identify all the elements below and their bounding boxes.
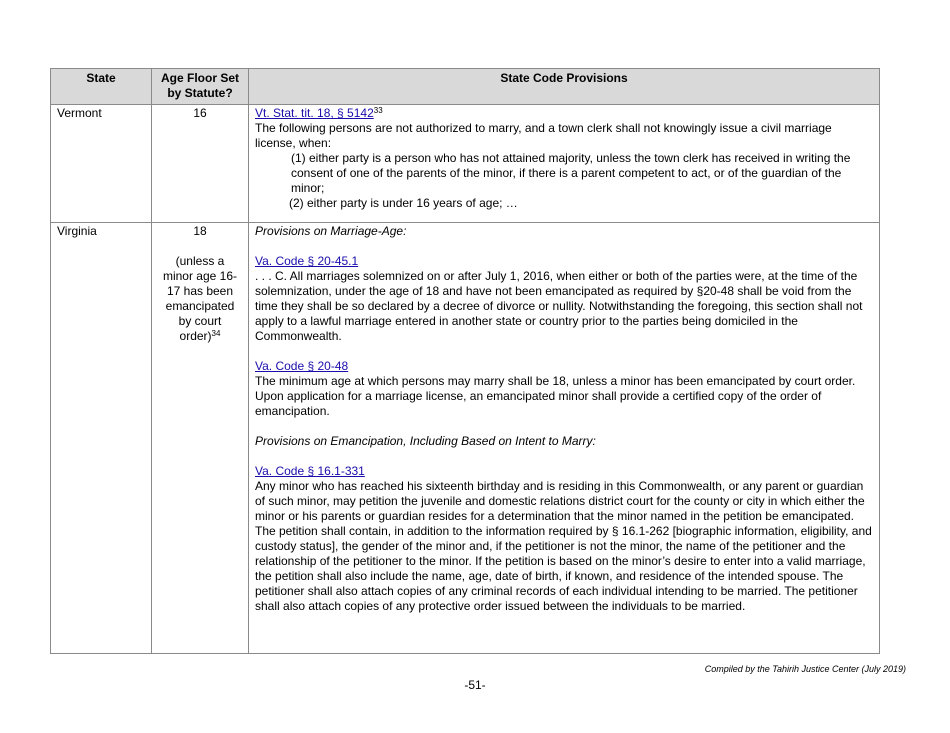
virginia-age-note: (unless a minor age 16- 17 has been emancipated by court order)$^{34}$ [162,254,238,344]
section-heading-marriage-age: Provisions on Marriage-Age: [255,224,407,239]
state-cell-virginia: Virginia [51,223,152,654]
va-code-20-45-1-link[interactable]: Va. Code § 20-45.1 [255,254,359,269]
age-cell-vermont: 16 [152,105,249,223]
age-cell-virginia: 18 (unless a minor age 16- 17 has been emancipated by court order)$^{34}$ [152,223,249,654]
header-provisions: State Code Provisions [249,69,880,105]
state-cell-vermont: Vermont [51,105,152,223]
vermont-item-2: (2) either party is under 16 years of age; … [289,196,518,211]
header-state: State [51,69,152,105]
vt-stat-link[interactable]: Vt. Stat. tit. 18, § 5142 [255,106,374,121]
state-provisions-table [50,68,880,654]
vermont-intro: The following persons are not authorized to marry, and a town clerk shall not knowingly issue a civil marriage license, when: [255,121,832,151]
header-row [51,69,880,105]
provisions-cell-virginia [249,223,880,654]
footer-credit: Compiled by the Tahirih Justice Center (July 2019) [704,664,906,674]
va-code-16-1-331-text: Any minor who has reached his sixteenth birthday and is residing in this Commonwealth, or any parent or guardian of such minor, may petition the juvenile and domestic relations district court for the county or city in which either the minor or his parents or guardian resides for a determination that the minor named in the petition be emancipated. The petition shall contain, in addition to the information required by § 16.1-262 [biographic information, eligibility, and custody status], the gender of the minor and, if the petitioner is not the minor, the name of the petitioner and the relationship of the petitioner to the minor. If the petition is based on the minor’s desire to enter into a valid marriage, the petition shall also include the name, age, date of birth, if known, and residence of the intended spouse. The petitioner shall also attach copies of any criminal records of each individual intending to be married. The petitioner shall also attach copies of any protective order issued between the individuals to be married. [255,479,872,614]
footnote-ref-33: 33 [373,106,383,116]
vermont-item-1: (1) either party is a person who has not attained majority, unless the town clerk has received in writing the consent of one of the parents of the minor, if there is a parent competent to act, or of the guardian of the minor; [291,151,851,196]
page-number: -51- [464,678,486,692]
vermont-citation [255,106,873,121]
va-code-16-1-331-link[interactable]: Va. Code § 16.1-331 [255,464,365,479]
va-code-20-48-link[interactable]: Va. Code § 20-48 [255,359,349,374]
table-row-vermont [51,105,880,223]
header-age-floor: Age Floor Set by Statute? [152,69,249,105]
section-heading-emancipation: Provisions on Emancipation, Including Based on Intent to Marry: [255,434,596,449]
provisions-cell-vermont [249,105,880,223]
va-code-20-45-1-text: . . . C. All marriages solemnized on or after July 1, 2016, when either or both of the parties were, at the time of the solemnization, under the age of 18 and have not been emancipated as required by §20-48 shall be void from the time they shall be so declared by a decree of divorce or nullity. Notwithstanding the foregoing, this section shall not apply to a lawful marriage entered in another state or country prior to the parties being domiciled in the Commonwealth. [255,269,863,344]
va-code-20-48-text: The minimum age at which persons may marry shall be 18, unless a minor has been emancipated by court order. Upon application for a marriage license, an emancipated minor shall provide a certified copy of the order of emancipation. [255,374,856,419]
table-row-virginia [51,223,880,654]
footnote-ref-34: 34 [211,329,221,339]
